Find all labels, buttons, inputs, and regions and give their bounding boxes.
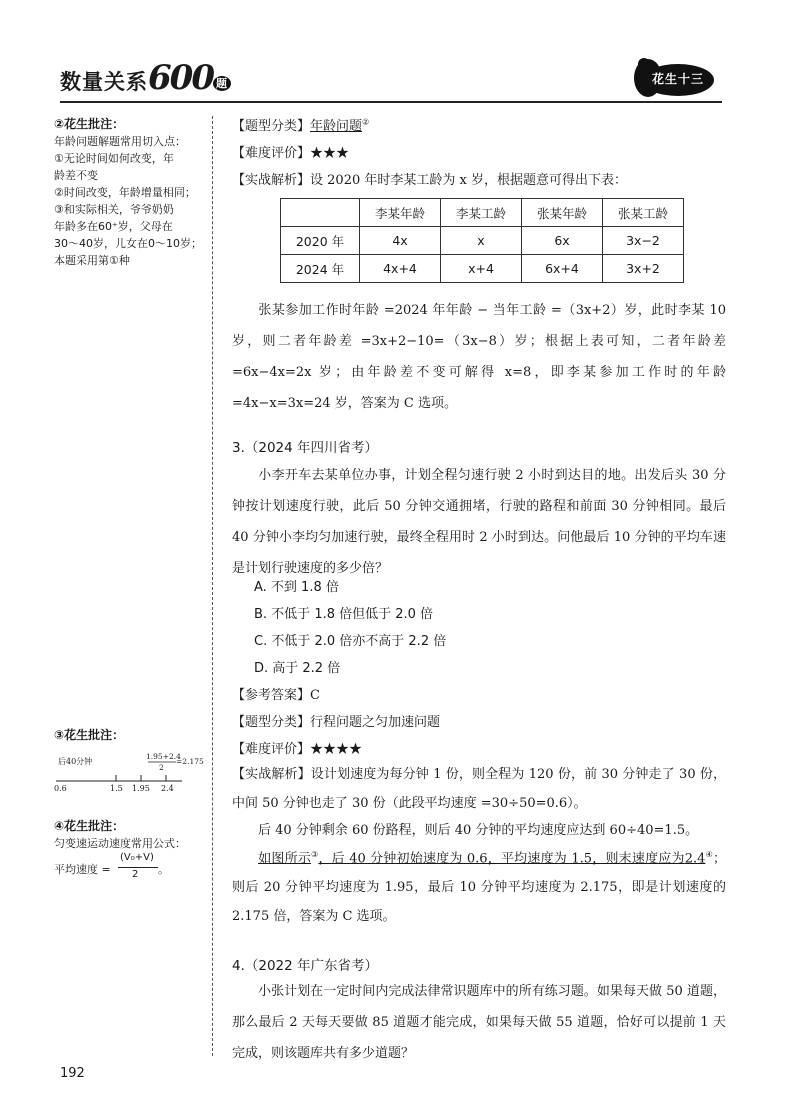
book-title-number: 600 <box>148 58 213 98</box>
side-note-2-line: 年龄多在60⁺岁，父母在 <box>54 220 173 233</box>
age-table <box>280 198 684 283</box>
table-cell: x <box>441 227 522 255</box>
formula-end: 。 <box>158 863 169 876</box>
table-header-cell: 张某工龄 <box>603 199 684 227</box>
q3-analysis-p2-text: 后 40 分钟剩余 60 份路程，则后 40 分钟的平均速度应达到 60÷40=1.5。 <box>258 823 699 838</box>
speed-number-line <box>54 752 210 798</box>
formula-numerator: (V₀+V) <box>120 852 154 863</box>
q3-analysis-note-4: ④ <box>705 850 713 859</box>
side-note-4-title: ④花生批注： <box>54 819 125 833</box>
q2-analysis-intro-text: 设 2020 年时李某工龄为 x 岁，根据题意可得出下表： <box>310 173 627 188</box>
avg-speed-formula <box>54 852 210 886</box>
q3-answer-value: C <box>310 688 320 703</box>
q4-stem-text: 小张计划在一定时间内完成法律常识题库中的所有练习题。如果每天做 50 道题，那么最后 2 天每天要做 85 道题才能完成，如果每天做 55 道题，恰好可以提前 1 天完成，则该题库共有多少道题？ <box>232 984 726 1061</box>
q3-option-a: A. 不到 1.8 倍 <box>254 580 339 595</box>
q3-difficulty <box>232 738 362 757</box>
q3-answer <box>232 684 320 703</box>
fig-result: =2.175 <box>176 757 204 766</box>
side-note-2-line: ③和实际相关，爷爷奶奶 <box>54 203 174 216</box>
q2-difficulty <box>232 142 349 161</box>
fig-tick-label: 2.4 <box>161 784 174 793</box>
table-cell: 2020 年 <box>281 227 360 255</box>
table-cell: 3x+2 <box>603 255 684 283</box>
fig-tick-label: 1.5 <box>110 784 123 793</box>
book-title-suffix: 题 <box>213 76 231 91</box>
q3-header: 3.（2024 年四川省考） <box>232 440 379 456</box>
side-note-2 <box>54 116 204 269</box>
side-note-3 <box>54 727 204 744</box>
q3-difficulty-stars: ★★★★ <box>310 742 363 757</box>
table-cell: 2024 年 <box>281 255 360 283</box>
table-row <box>281 227 684 255</box>
q3-analysis-p3a: 如图所示 <box>258 851 312 867</box>
table-row <box>281 255 684 283</box>
logo-text: 花生十三 <box>652 72 705 86</box>
table-header-cell: 李某年龄 <box>360 199 441 227</box>
q3-option-d: D. 高于 2.2 倍 <box>254 661 341 676</box>
side-note-2-title: ②花生批注： <box>54 117 125 131</box>
q2-category <box>232 115 369 134</box>
q3-analysis-p3c: 2.4 <box>684 851 706 867</box>
formula-prefix: 平均速度 = <box>54 863 111 876</box>
side-note-2-line: 年龄问题解题常用切入点： <box>54 135 186 148</box>
fig-fraction-bottom: 2 <box>159 763 164 772</box>
book-title-text: 数量关系 <box>60 70 148 94</box>
table-header-cell: 李某工龄 <box>441 199 522 227</box>
q3-category <box>232 711 440 730</box>
brand-logo <box>628 54 718 100</box>
side-note-2-line: 本题采用第①种 <box>54 254 130 267</box>
q2-category-note: ② <box>362 117 370 127</box>
formula-denominator: 2 <box>132 869 139 880</box>
q2-analysis-intro <box>232 169 627 188</box>
q3-category-label: 【题型分类】 <box>232 715 311 730</box>
q3-option-b: B. 不低于 1.8 倍但低于 2.0 倍 <box>254 607 434 622</box>
q3-analysis-p3d: ；则后 20 分钟平均速度为 1.95，最后 10 分钟平均速度为 2.175，即是计划速度的 2.175 倍，答案为 C 选项。 <box>232 851 726 925</box>
q2-analysis-text <box>232 295 726 419</box>
q2-difficulty-label: 【难度评价】 <box>232 146 311 161</box>
side-note-4 <box>54 818 204 852</box>
side-note-2-line: ②时间改变，年龄增量相同； <box>54 186 196 199</box>
side-note-4-line: 匀变速运动速度常用公式： <box>54 837 186 850</box>
book-title <box>60 58 231 98</box>
side-note-3-title: ③花生批注： <box>54 728 125 742</box>
margin-divider <box>212 116 213 1056</box>
q2-category-label: 【题型分类】 <box>232 119 311 134</box>
q3-analysis-p1 <box>232 760 726 818</box>
q3-answer-label: 【参考答案】 <box>232 688 311 703</box>
table-header-cell: 张某年龄 <box>522 199 603 227</box>
q3-category-value: 行程问题之匀加速问题 <box>310 715 441 730</box>
q3-analysis-p3b: ，后 40 分钟初始速度为 0.6，平均速度为 1.5，则末速度应为 <box>318 851 685 867</box>
table-cell: 3x−2 <box>603 227 684 255</box>
q3-option-c: C. 不低于 2.0 倍亦不高于 2.2 倍 <box>254 634 447 649</box>
fig-left-label: 后40分钟 <box>58 757 93 766</box>
q3-difficulty-label: 【难度评价】 <box>232 742 311 757</box>
table-header-row <box>281 199 684 227</box>
q3-analysis-p3 <box>232 840 726 931</box>
side-note-2-line: ①无论时间如何改变，年 <box>54 152 174 165</box>
q4-stem <box>232 976 726 1069</box>
q3-stem-text: 小李开车去某单位办事，计划全程匀速行驶 2 小时到达目的地。出发后头 30 分钟按计划速度行驶，此后 50 分钟交通拥堵，行驶的路程和前面 30 分钟相同。最后 40 分钟小李均匀加速行驶，最终全程用时 2 小时到达。问他最后 10 分钟的平均车速是计划行驶速度的多少倍？ <box>232 468 726 576</box>
table-cell <box>281 199 360 227</box>
q3-stem <box>232 460 726 584</box>
q3-analysis-label: 【实战解析】 <box>232 767 311 782</box>
side-note-2-line: 龄差不变 <box>54 169 98 182</box>
q2-difficulty-stars: ★★★ <box>310 146 350 161</box>
q3-analysis-p1-text: 设计划速度为每分钟 1 份，则全程为 120 份，前 30 分钟走了 30 份，中间 50 分钟也走了 30 份（此段平均速度 =30÷50=0.6）。 <box>232 767 726 811</box>
fig-tick-label: 0.6 <box>54 784 67 793</box>
q2-analysis-body: 张某参加工作时年龄 =2024 年年龄 − 当年工龄 =（3x+2）岁，此时李某 10 岁，则二者年龄差 =3x+2−10=（3x−8）岁；根据上表可知，二者年龄差 =6x−4x=2x 岁；由年龄差不变可解得 x=8，即李某参加工作时的年龄 =4x−x=3x=24 岁，答案为 C 选项。 <box>232 303 726 411</box>
q3-analysis-note-3: ③ <box>311 850 319 859</box>
q2-category-value: 年龄问题 <box>310 119 363 134</box>
side-note-2-line: 30～40岁，儿女在0～10岁； <box>54 237 202 250</box>
table-cell: x+4 <box>441 255 522 283</box>
q4-header: 4.（2022 年广东省考） <box>232 958 379 974</box>
fig-tick-label: 1.95 <box>132 784 150 793</box>
table-cell: 4x+4 <box>360 255 441 283</box>
header-rule <box>60 101 722 103</box>
table-cell: 6x <box>522 227 603 255</box>
table-cell: 6x+4 <box>522 255 603 283</box>
page-number: 192 <box>60 1066 85 1081</box>
fig-fraction-top: 1.95+2.4 <box>146 752 181 761</box>
q2-analysis-label: 【实战解析】 <box>232 173 311 188</box>
table-cell: 4x <box>360 227 441 255</box>
